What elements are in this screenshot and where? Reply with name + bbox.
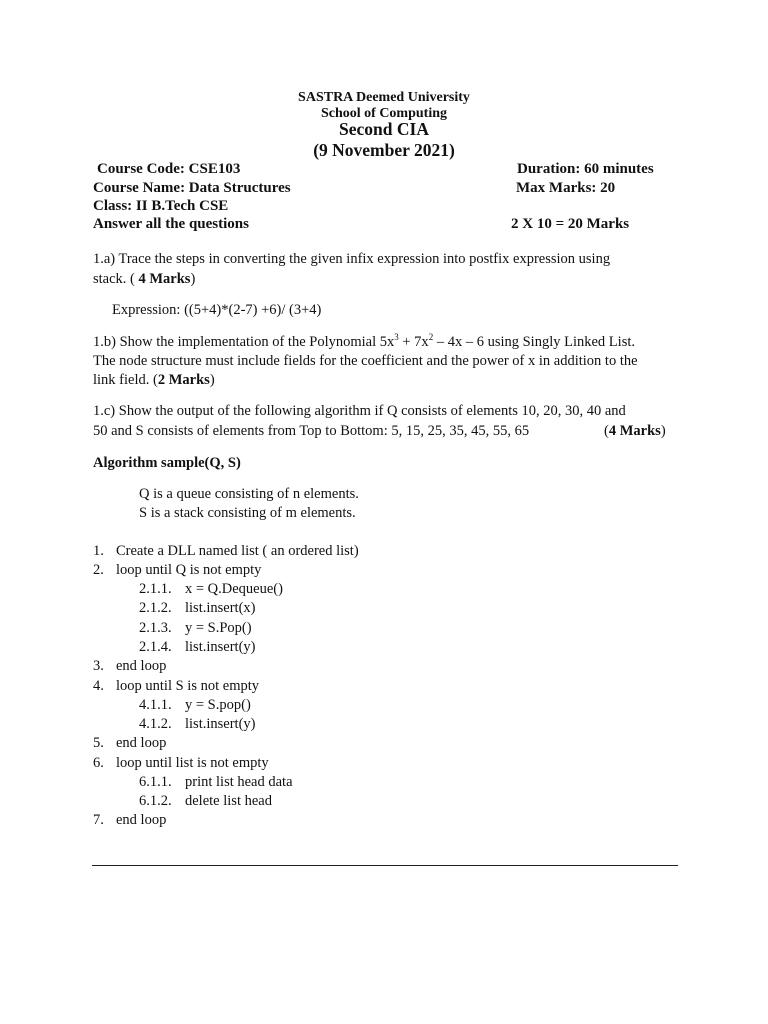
algorithm-substep: 6.1.1. print list head data bbox=[139, 774, 293, 790]
q1b-text-c: – 4x – 6 using Singly Linked List. bbox=[433, 334, 635, 350]
q1c-marks-open: ( bbox=[604, 423, 609, 439]
algorithm-desc-stack: S is a stack consisting of m elements. bbox=[139, 505, 356, 521]
algorithm-desc-queue: Q is a queue consisting of n elements. bbox=[139, 486, 359, 502]
algorithm-substep: 2.1.1. x = Q.Dequeue() bbox=[139, 581, 283, 597]
q1a-line1: 1.a) Trace the steps in converting the given infix expression into postfix expression using bbox=[93, 251, 611, 267]
exam-date: (9 November 2021) bbox=[313, 140, 455, 160]
algorithm-step: 3. end loop bbox=[93, 658, 167, 674]
q1c-line2: 50 and S consists of elements from Top to Bottom: 5, 15, 25, 35, 45, 55, 65 bbox=[93, 423, 530, 439]
q1b-line3-text: link field. ( bbox=[93, 372, 158, 388]
q1c-line1: 1.c) Show the output of the following algorithm if Q consists of elements 10, 20, 30, 40 and bbox=[93, 403, 626, 419]
algorithm-step: 1. Create a DLL named list ( an ordered list) bbox=[93, 543, 359, 559]
algorithm-step: 7. end loop bbox=[93, 812, 167, 828]
course-code: Course Code: CSE103 bbox=[97, 161, 241, 177]
q1a-line2-text: stack. ( bbox=[93, 271, 139, 287]
q1b-line2: The node structure must include fields for the coefficient and the power of x in addition to the bbox=[93, 353, 638, 369]
algorithm-step: 5. end loop bbox=[93, 735, 167, 751]
algorithm-step: 4. loop until S is not empty bbox=[93, 678, 259, 694]
q1a-line2 bbox=[93, 270, 195, 289]
school-name: School of Computing bbox=[320, 106, 448, 121]
q1b-line3 bbox=[93, 371, 215, 390]
algorithm-substep: 2.1.2. list.insert(x) bbox=[139, 600, 256, 616]
q1b-exponent-3: 3 bbox=[394, 332, 399, 342]
q1b-line1 bbox=[93, 333, 635, 352]
marks-scheme: 2 X 10 = 20 Marks bbox=[511, 216, 630, 232]
algorithm-substep: 2.1.4. list.insert(y) bbox=[139, 639, 256, 655]
algorithm-step: 6. loop until list is not empty bbox=[93, 755, 269, 771]
algorithm-substep: 2.1.3. y = S.Pop() bbox=[139, 620, 252, 636]
q1c-marks-label bbox=[604, 422, 666, 441]
algorithm-substep: 4.1.1. y = S.pop() bbox=[139, 697, 251, 713]
q1b-marks: 2 Marks bbox=[157, 372, 210, 388]
q1c-marks-close: ) bbox=[660, 423, 666, 439]
exam-title: Second CIA bbox=[339, 119, 429, 139]
algorithm-step: 2. loop until Q is not empty bbox=[93, 562, 262, 578]
algorithm-substep: 4.1.2. list.insert(y) bbox=[139, 716, 256, 732]
max-marks: Max Marks: 20 bbox=[516, 180, 616, 196]
q1b-text-b: + 7x bbox=[398, 334, 429, 350]
q1c-marks: 4 Marks bbox=[608, 423, 661, 439]
algorithm-substep: 6.1.2. delete list head bbox=[139, 793, 272, 809]
bottom-divider bbox=[92, 865, 678, 866]
course-name: Course Name: Data Structures bbox=[93, 180, 291, 196]
instruction: Answer all the questions bbox=[93, 216, 249, 232]
q1a-expression: Expression: ((5+4)*(2-7) +6)/ (3+4) bbox=[112, 302, 322, 318]
duration: Duration: 60 minutes bbox=[517, 161, 654, 177]
university-name: SASTRA Deemed University bbox=[298, 90, 470, 105]
algorithm-title: Algorithm sample(Q, S) bbox=[93, 455, 241, 471]
q1b-line3-close: ) bbox=[209, 372, 215, 388]
class-info: Class: II B.Tech CSE bbox=[93, 198, 229, 214]
q1a-line2-close: ) bbox=[190, 271, 196, 287]
q1b-text-a: 1.b) Show the implementation of the Polynomial 5x bbox=[93, 334, 395, 350]
q1a-marks: 4 Marks bbox=[138, 271, 191, 287]
q1b-exponent-2: 2 bbox=[428, 332, 434, 342]
